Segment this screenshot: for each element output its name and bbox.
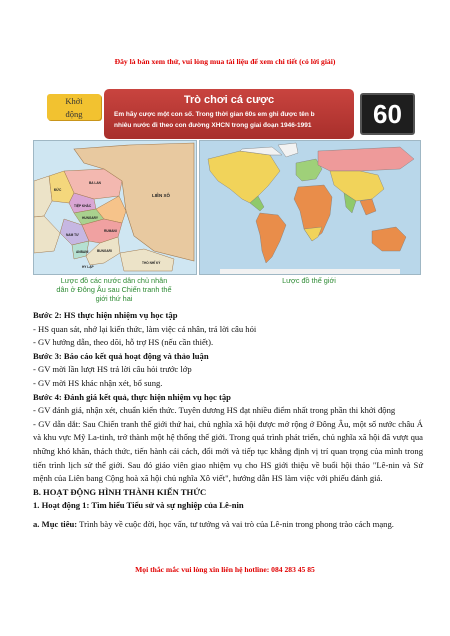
step-heading: Bước 2: HS thực hiện nhiệm vụ học tập [33, 310, 178, 320]
europe-map [33, 140, 197, 275]
map-label: TIỆP KHẮC [74, 204, 92, 208]
paragraph-evaluation: - GV đánh giá, nhận xét, chuẩn kiến thức. Tuyên dương HS đạt nhiều điểm nhất trong phần thi khởi động [33, 405, 396, 416]
section-heading: B. HOẠT ĐỘNG HÌNH THÀNH KIẾN THỨC [33, 486, 207, 497]
game-desc-line2: nhiêu nước đi theo con đường XHCN trong giai đoạn 1946-1991 [114, 122, 312, 129]
activity-tag-line1: Khởi [65, 96, 83, 106]
step-heading: Bước 3: Báo cáo kết quả hoạt động và thảo luận [33, 350, 209, 361]
step-line: - GV hướng dẫn, theo dõi, hỗ trợ HS (nếu cần thiết). [33, 337, 214, 348]
map-label: ĐỨC [54, 188, 62, 192]
objective-label: a. Mục tiêu: [33, 518, 78, 529]
map-label: ANBANI [76, 250, 89, 254]
paragraph-lead-in: - GV dẫn dắt: Sau Chiến tranh thế giới thứ hai, chủ nghĩa xã hội được mở rộng ở Đông Âu, một số nước châu Á và khu vực Mỹ La-tinh, trở thành một hệ thống thế giới. Trong quá trình phát triển, chủ nghĩa xã hội đã vượt qua những khó khăn, thách thức, tiến hành cải cách, đổi mới và tiếp tục khẳng định vị trí quan trọng của mình trong tiến trình lịch sử thế giới. Sau đó giáo viên giao nhiệm vụ cho HS giới thiệu về buổi hội thảo "Lê-nin và Sứ mệnh của Liên bang Cộng hoà xã hội chủ nghĩa Xô viết", hướng dẫn HS làm việc với phiếu đánh giá. [33, 418, 423, 484]
game-panel [104, 89, 354, 139]
map-label: BUNGARI [97, 249, 112, 253]
step-line: - GV mời lần lượt HS trả lời câu hỏi trước lớp [33, 364, 192, 375]
lesson-steps [33, 309, 423, 532]
step-heading: Bước 4: Đánh giá kết quả, thực hiện nhiệm vụ học tập [33, 391, 231, 402]
game-desc-line1: Em hãy cược một con số. Trong thời gian 60s em ghi được tên b [114, 111, 315, 118]
caption-line: Lược đồ các nước dân chủ nhân [60, 276, 168, 285]
map-label: THỔ NHĨ KỲ [142, 261, 161, 265]
europe-map-drawing [34, 141, 196, 274]
map-label: RUMANI [104, 229, 117, 233]
map-label: BA LAN [89, 181, 101, 185]
hotline-notice: Mọi thắc mắc vui lòng xin liên hệ hotline: 084 283 45 85 [135, 565, 315, 574]
game-title: Trò chơi cá cược [183, 94, 275, 106]
objective [33, 518, 423, 532]
map-label: LIÊN XÔ [152, 193, 171, 198]
europe-map-caption [33, 276, 195, 303]
game-description [114, 109, 352, 131]
step-line: - HS quan sát, nhớ lại kiến thức, làm việc cá nhân, trả lời câu hỏi [33, 323, 257, 334]
activity-tag-line2: động [65, 109, 83, 119]
map-label: HUNGARY [82, 216, 98, 220]
world-map-drawing [200, 141, 420, 274]
world-map-caption: Lược đồ thế giới [282, 276, 336, 285]
objective-text: Trình bày về cuộc đời, học vấn, tư tưởng và vai trò của Lê-nin trong phong trào cách mạng. [79, 518, 394, 529]
activity-tag [47, 94, 101, 120]
map-label: HY LẠP [82, 265, 94, 269]
caption-line: giới thứ hai [95, 294, 133, 303]
preview-notice: Đây là bản xem thử, vui lòng mua tài liệu để xem chi tiết (có lời giải) [114, 57, 336, 66]
world-map [199, 140, 421, 275]
caption-line: dân ở Đông Âu sau Chiến tranh thế [56, 285, 172, 294]
activity-heading: 1. Hoạt động 1: Tìm hiểu Tiểu sử và sự nghiệp của Lê-nin [33, 500, 244, 511]
step-line: - GV mời HS khác nhận xét, bổ sung. [33, 377, 163, 388]
map-label: NAM TƯ [66, 233, 79, 237]
countdown-timer: 60 [360, 93, 415, 135]
